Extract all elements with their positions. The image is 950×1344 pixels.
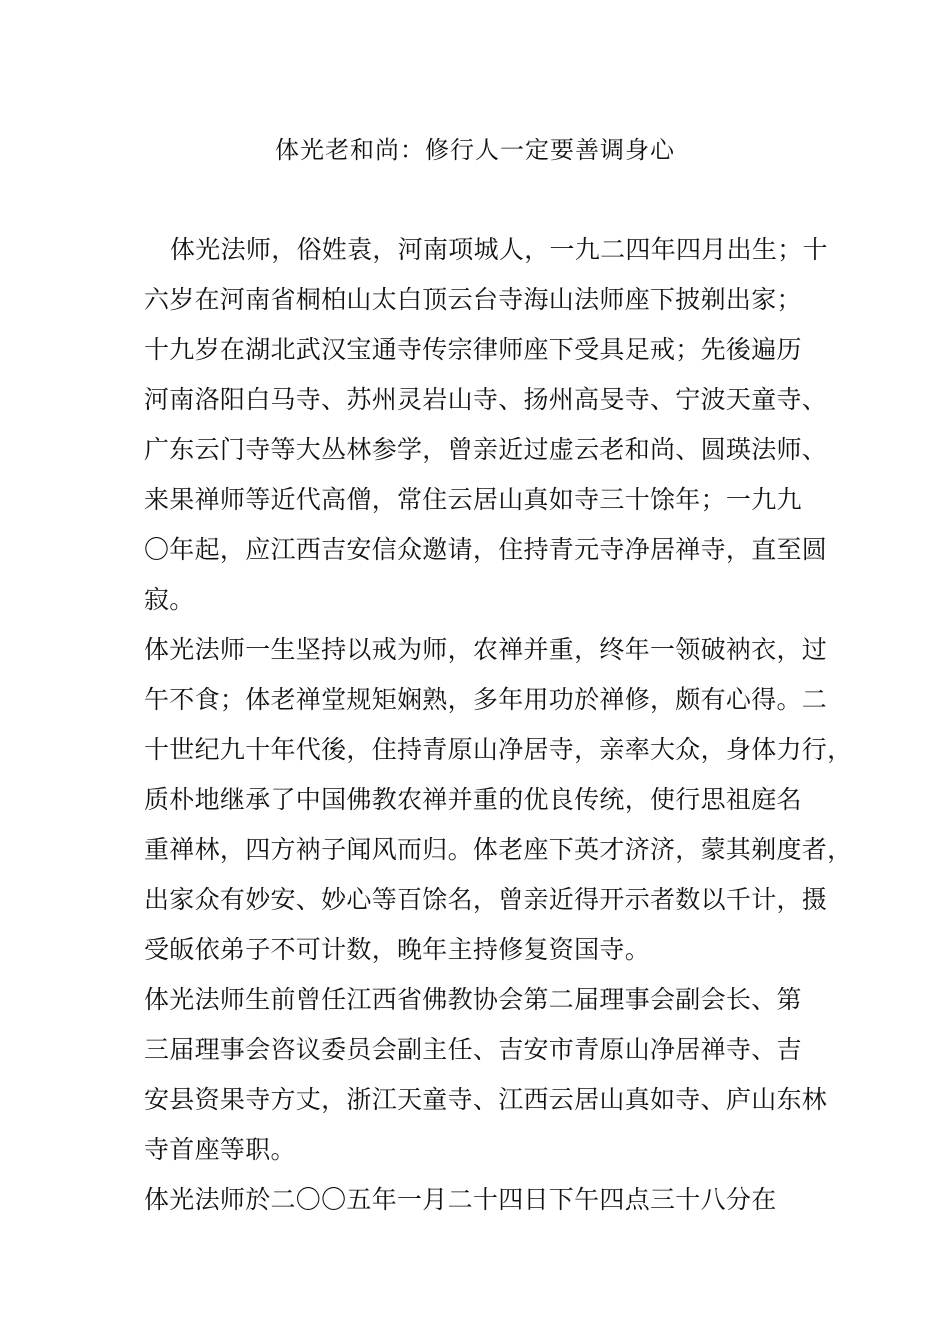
text-line: 体光法师一生坚持以戒为师，农禅并重，终年一领破衲衣，过 [144, 635, 828, 664]
page-title: 体光老和尚：修行人一定要善调身心 [275, 136, 675, 164]
text-line: 河南洛阳白马寺、苏州灵岩山寺、扬州高旻寺、宁波天童寺、 [144, 385, 828, 414]
text-line: 安县资果寺方丈，浙江天童寺、江西云居山真如寺、庐山东林 [144, 1085, 828, 1114]
text-line: 十世纪九十年代後，住持青原山净居寺，亲率大众，身体力行， [144, 735, 853, 764]
text-line: 质朴地继承了中国佛教农禅并重的优良传统，使行思祖庭名 [144, 785, 802, 814]
text-line: 体光法师於二〇〇五年一月二十四日下午四点三十八分在 [144, 1185, 777, 1214]
text-line: 受皈依弟子不可计数，晚年主持修复资国寺。 [144, 935, 651, 964]
text-line: 六岁在河南省桐柏山太白顶云台寺海山法师座下披剃出家； [144, 285, 802, 314]
text-line: 体光法师生前曾任江西省佛教协会第二届理事会副会长、第 [144, 985, 802, 1014]
text-line: 广东云门寺等大丛林参学，曾亲近过虚云老和尚、圆瑛法师、 [144, 435, 828, 464]
text-line: 重禅林，四方衲子闻风而归。体老座下英才济济，蒙其剃度者， [144, 835, 853, 864]
text-line: 来果禅师等近代高僧，常住云居山真如寺三十馀年；一九九 [144, 485, 802, 514]
text-line: 午不食；体老禅堂规矩娴熟，多年用功於禅修，颇有心得。二 [144, 685, 828, 714]
text-line: 三届理事会咨议委员会副主任、吉安市青原山净居禅寺、吉 [144, 1035, 802, 1064]
text-line: 〇年起，应江西吉安信众邀请，住持青元寺净居禅寺，直至圆 [144, 535, 828, 564]
text-line: 十九岁在湖北武汉宝通寺传宗律师座下受具足戒；先後遍历 [144, 335, 802, 364]
text-line: 寺首座等职。 [144, 1135, 296, 1164]
text-line: 出家众有妙安、妙心等百馀名，曾亲近得开示者数以千计，摄 [144, 885, 828, 914]
text-line: 体光法师，俗姓袁，河南项城人，一九二四年四月出生；十 [170, 235, 828, 264]
text-line: 寂。 [144, 585, 195, 614]
